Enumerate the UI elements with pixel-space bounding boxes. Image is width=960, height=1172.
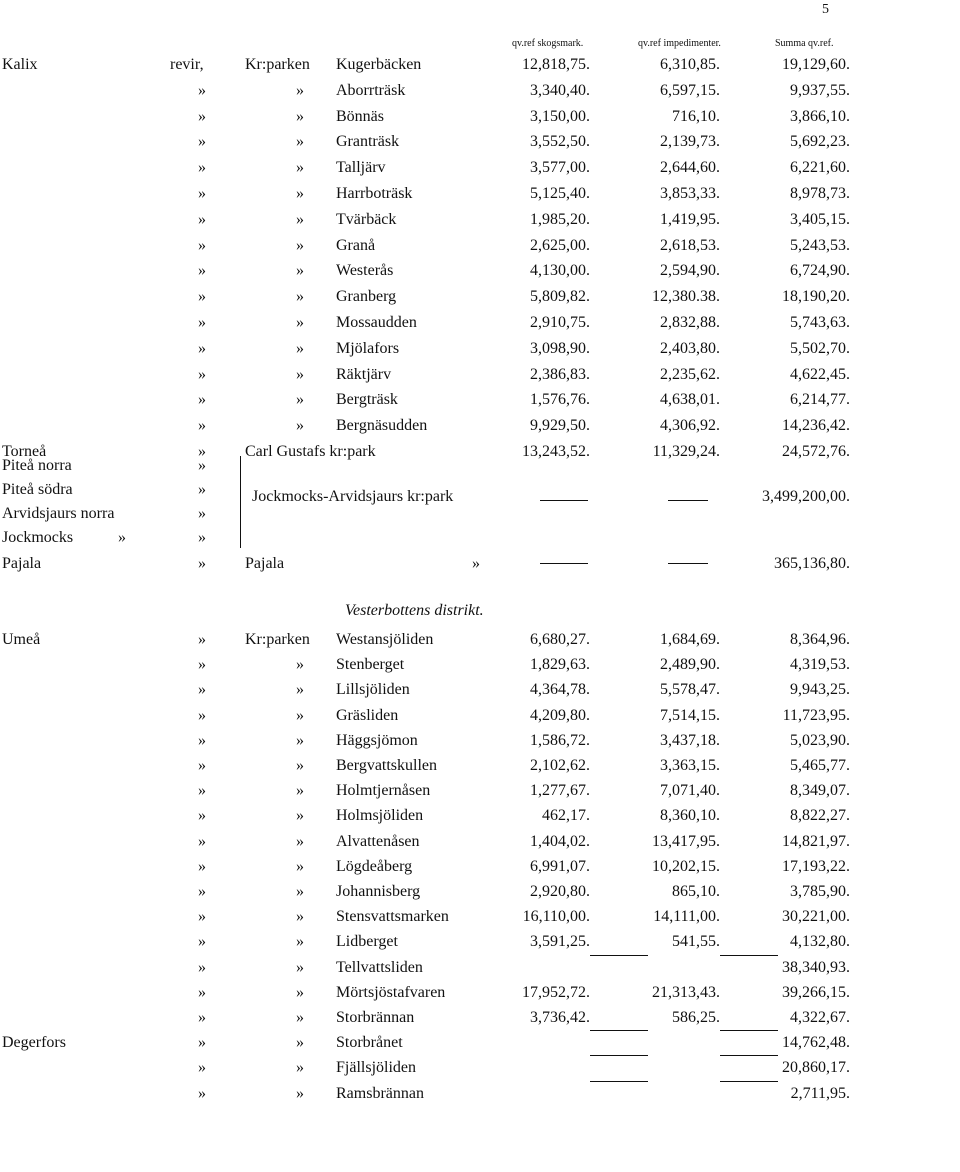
table-row <box>0 78 960 103</box>
ditto-mark: » <box>198 1009 206 1026</box>
sum-value: 8,364,96. <box>790 631 850 648</box>
park-name: Stensvattsmarken <box>336 908 449 926</box>
park-name: Gräsliden <box>336 706 399 724</box>
sum-value: 20,860,17. <box>782 1059 850 1077</box>
sum-value: 3,866,10. <box>790 107 850 125</box>
impediment-value: 2,489,90. <box>660 656 720 674</box>
impediment-value: 4,306,92. <box>660 417 720 435</box>
table-row <box>0 879 960 904</box>
dash-mark <box>590 1055 648 1056</box>
table-row <box>0 104 960 129</box>
ditto-mark: » <box>296 1034 304 1052</box>
impediment-value: 541,55. <box>672 933 720 951</box>
header-summa: Summa qv.ref. <box>775 38 834 49</box>
table-row <box>0 336 960 361</box>
skogsmark-value: 5,809,82. <box>530 288 590 306</box>
ditto-mark: » <box>296 782 304 800</box>
ditto-mark: » <box>296 706 304 724</box>
ditto-mark: » <box>198 681 206 699</box>
ditto-mark: » <box>198 107 206 125</box>
ditto-mark: » <box>198 236 206 254</box>
sum-value: 6,724,90. <box>790 262 850 280</box>
skogsmark-value: 2,910,75. <box>530 314 590 331</box>
table-row <box>0 284 960 309</box>
ditto-mark: » <box>296 983 304 1001</box>
district-name: Degerfors <box>2 1034 66 1052</box>
park-name: Holmsjöliden <box>336 807 424 825</box>
sum-value: 5,243,53. <box>790 236 850 254</box>
table-row <box>0 310 960 335</box>
skogsmark-value: 13,243,52. <box>522 443 590 460</box>
ditto-mark: » <box>198 933 206 951</box>
ditto-mark: » <box>198 782 206 800</box>
ditto-mark: » <box>296 288 304 306</box>
skogsmark-value: 17,952,72. <box>522 983 590 1001</box>
table-row <box>0 829 960 854</box>
ditto-mark: » <box>296 832 304 850</box>
district-row <box>0 525 960 550</box>
park-name: Tellvattsliden <box>336 958 423 976</box>
table-row <box>0 233 960 258</box>
park-name: Westansjöliden <box>336 631 434 648</box>
district-name: Pajala <box>2 555 42 572</box>
table-row <box>0 980 960 1005</box>
park-type: Kr:parken <box>245 56 310 73</box>
park-name: Lidberget <box>336 933 398 951</box>
dash-imp <box>668 500 708 501</box>
impediment-value: 8,360,10. <box>660 807 720 825</box>
ditto-mark: » <box>198 731 206 749</box>
sum-value: 5,692,23. <box>790 133 850 151</box>
impediment-value: 3,853,33. <box>660 185 720 202</box>
sum-value: 8,978,73. <box>790 185 850 202</box>
park-name: Tvärbäck <box>336 210 397 228</box>
impediment-value: 865,10. <box>672 883 720 900</box>
ditto-mark: » <box>198 631 206 648</box>
merged-park-name: Jockmocks-Arvidsjaurs kr:park <box>252 488 454 505</box>
ditto-mark: » <box>198 857 206 875</box>
table-row <box>0 52 960 77</box>
sum-value: 6,214,77. <box>790 391 850 409</box>
ditto-mark: » <box>198 1034 206 1052</box>
park-name: Talljärv <box>336 159 386 177</box>
ditto-mark: » <box>198 832 206 850</box>
sum-value: 8,822,27. <box>790 807 850 825</box>
skogsmark-value: 462,17. <box>542 807 590 825</box>
table-row <box>0 129 960 154</box>
ditto-mark: » <box>198 883 206 900</box>
park-name: Granberg <box>336 288 397 306</box>
district-name: Torneå <box>2 443 47 460</box>
skogsmark-value: 5,125,40. <box>530 185 590 202</box>
dash-skog <box>540 563 588 564</box>
impediment-value: 7,071,40. <box>660 782 720 800</box>
ditto-mark: » <box>296 159 304 177</box>
park-name: Aborrträsk <box>336 81 406 99</box>
ditto-mark: » <box>198 908 206 926</box>
ditto-mark: » <box>198 807 206 825</box>
ditto-mark: » <box>296 81 304 99</box>
park-name: Ramsbrännan <box>336 1084 424 1102</box>
impediment-value: 10,202,15. <box>652 857 720 875</box>
ditto-mark: » <box>296 731 304 749</box>
table-row <box>0 627 960 652</box>
park-name: Westerås <box>336 262 394 280</box>
impediment-value: 6,597,15. <box>660 81 720 99</box>
table-row <box>0 753 960 778</box>
table-row <box>0 258 960 283</box>
impediment-value: 7,514,15. <box>660 706 720 724</box>
ditto-mark: » <box>296 133 304 151</box>
skogsmark-value: 1,586,72. <box>530 731 590 749</box>
sum-value: 14,236,42. <box>782 417 850 435</box>
table-row <box>0 387 960 412</box>
sum-value: 9,937,55. <box>790 81 850 99</box>
sum-value: 4,132,80. <box>790 933 850 951</box>
ditto-mark: » <box>198 656 206 674</box>
merged-sum: 3,499,200,00. <box>762 488 850 505</box>
ditto-mark: » <box>296 1009 304 1026</box>
impediment-value: 2,139,73. <box>660 133 720 151</box>
ditto-mark: » <box>198 314 206 331</box>
ditto-mark: » <box>296 339 304 357</box>
ditto-mark: » <box>198 757 206 774</box>
skogsmark-value: 2,625,00. <box>530 236 590 254</box>
park-name: Mörtsjöstafvaren <box>336 983 446 1001</box>
ditto-mark: » <box>296 185 304 202</box>
park-name: Fjällsjöliden <box>336 1059 416 1077</box>
dash-mark <box>590 955 648 956</box>
sum-value: 19,129,60. <box>782 56 850 73</box>
table-row <box>0 413 960 438</box>
park-name: Lögdeåberg <box>336 857 413 875</box>
skogsmark-value: 2,386,83. <box>530 365 590 383</box>
ditto-mark: » <box>296 681 304 699</box>
skogsmark-value: 1,985,20. <box>530 210 590 228</box>
dash-mark <box>590 1030 648 1031</box>
district-name: Piteå norra <box>2 457 72 474</box>
park-name: Pajala <box>245 555 285 572</box>
revir-label: revir, <box>170 56 204 73</box>
ditto-mark: » <box>198 210 206 228</box>
ditto-mark: » <box>198 505 206 522</box>
park-type: Kr:parken <box>245 631 310 648</box>
ditto-mark: » <box>198 417 206 435</box>
ditto-mark: » <box>198 391 206 409</box>
dash-imp <box>668 563 708 564</box>
ditto-mark: » <box>296 314 304 331</box>
ditto-mark: » <box>198 339 206 357</box>
table-row <box>0 1005 960 1030</box>
skogsmark-value: 4,209,80. <box>530 706 590 724</box>
sum-value: 4,319,53. <box>790 656 850 674</box>
sum-value: 6,221,60. <box>790 159 850 177</box>
ditto-mark: » <box>198 365 206 383</box>
table-row <box>0 1030 960 1055</box>
ditto-mark: » <box>296 107 304 125</box>
ditto-mark: » <box>296 883 304 900</box>
sum-value: 3,785,90. <box>790 883 850 900</box>
skogsmark-value: 2,102,62. <box>530 757 590 774</box>
table-row <box>0 728 960 753</box>
district-name: Arvidsjaurs norra <box>2 505 115 522</box>
skogsmark-value: 1,829,63. <box>530 656 590 674</box>
table-row <box>0 207 960 232</box>
skogsmark-value: 9,929,50. <box>530 417 590 435</box>
table-row <box>0 362 960 387</box>
ditto-mark: » <box>296 391 304 409</box>
ditto-mark: » <box>198 1059 206 1077</box>
skogsmark-value: 3,591,25. <box>530 933 590 951</box>
impediment-value: 2,594,90. <box>660 262 720 280</box>
ditto-mark: » <box>296 417 304 435</box>
skogsmark-value: 3,577,00. <box>530 159 590 177</box>
ditto-mark: » <box>198 983 206 1001</box>
impediment-value: 586,25. <box>672 1009 720 1026</box>
skogsmark-value: 3,098,90. <box>530 339 590 357</box>
sum-value: 365,136,80. <box>774 555 850 572</box>
impediment-value: 13,417,95. <box>652 832 720 850</box>
skogsmark-value: 1,277,67. <box>530 782 590 800</box>
skogsmark-value: 2,920,80. <box>530 883 590 900</box>
ditto-mark: » <box>296 262 304 280</box>
skogsmark-value: 1,404,02. <box>530 832 590 850</box>
ditto-mark: » <box>296 933 304 951</box>
impediment-value: 21,313,43. <box>652 983 720 1001</box>
sum-value: 11,723,95. <box>782 706 850 724</box>
sum-value: 24,572,76. <box>782 443 850 460</box>
park-name: Häggsjömon <box>336 731 418 749</box>
ditto-mark: » <box>118 529 126 546</box>
park-name: Lillsjöliden <box>336 681 410 699</box>
ditto-mark: » <box>296 857 304 875</box>
ditto-mark: » <box>296 656 304 674</box>
ditto-mark: » <box>296 908 304 926</box>
table-row <box>0 181 960 206</box>
ditto-mark: » <box>198 81 206 99</box>
table-row <box>0 155 960 180</box>
ditto-mark: » <box>296 1084 304 1102</box>
table-row <box>0 703 960 728</box>
page-number: 5 <box>822 2 829 17</box>
ditto-mark: » <box>296 757 304 774</box>
table-row <box>0 854 960 879</box>
park-name: Bergnäsudden <box>336 417 428 435</box>
skogsmark-value: 6,680,27. <box>530 631 590 648</box>
park-name: Harrboträsk <box>336 185 413 202</box>
impediment-value: 3,437,18. <box>660 731 720 749</box>
park-name: Bergträsk <box>336 391 398 409</box>
table-row <box>0 929 960 954</box>
header-impedimenter: qv.ref impedimenter. <box>638 38 721 49</box>
park-name: Johannisberg <box>336 883 421 900</box>
impediment-value: 1,684,69. <box>660 631 720 648</box>
table-row <box>0 1081 960 1106</box>
ditto-mark: » <box>296 1059 304 1077</box>
ditto-mark: » <box>296 236 304 254</box>
impediment-value: 716,10. <box>672 107 720 125</box>
park-name: Mjölafors <box>336 339 400 357</box>
sum-value: 8,349,07. <box>790 782 850 800</box>
impediment-value: 1,419,95. <box>660 210 720 228</box>
park-name: Granträsk <box>336 133 400 151</box>
skogsmark-value: 1,576,76. <box>530 391 590 409</box>
ditto-mark: » <box>198 958 206 976</box>
section-title: Vesterbottens distrikt. <box>345 602 484 619</box>
ditto-mark: » <box>296 807 304 825</box>
dash-mark <box>590 1081 648 1082</box>
sum-value: 14,762,48. <box>782 1034 850 1052</box>
sum-value: 5,465,77. <box>790 757 850 774</box>
sum-value: 2,711,95. <box>790 1084 850 1102</box>
skogsmark-value: 3,340,40. <box>530 81 590 99</box>
ditto-mark: » <box>296 210 304 228</box>
skogsmark-value: 3,552,50. <box>530 133 590 151</box>
impediment-value: 2,644,60. <box>660 159 720 177</box>
sum-value: 30,221,00. <box>782 908 850 926</box>
table-row <box>0 778 960 803</box>
ditto-mark: » <box>296 958 304 976</box>
table-row <box>0 677 960 702</box>
ditto-mark: » <box>198 457 206 474</box>
sum-value: 38,340,93. <box>782 958 850 976</box>
ditto-mark: » <box>198 555 206 572</box>
sum-value: 18,190,20. <box>782 288 850 306</box>
district-name: Jockmocks <box>2 529 74 546</box>
district-row <box>0 453 960 478</box>
table-row <box>0 955 960 980</box>
table-row <box>0 904 960 929</box>
table-row <box>0 652 960 677</box>
sum-value: 39,266,15. <box>782 983 850 1001</box>
sum-value: 4,322,67. <box>790 1009 850 1026</box>
park-name: Kugerbäcken <box>336 56 422 73</box>
district-name: Kalix <box>2 56 38 73</box>
ditto-mark: » <box>198 529 206 546</box>
sum-value: 4,622,45. <box>790 365 850 383</box>
ditto-mark: » <box>472 555 480 572</box>
sum-value: 3,405,15. <box>790 210 850 228</box>
skogsmark-value: 16,110,00. <box>522 908 590 926</box>
district-name: Piteå södra <box>2 481 73 498</box>
sum-value: 9,943,25. <box>790 681 850 699</box>
skogsmark-value: 4,364,78. <box>530 681 590 699</box>
ditto-mark: » <box>198 1084 206 1102</box>
ditto-mark: » <box>198 133 206 151</box>
dash-skog <box>540 500 588 501</box>
ditto-mark: » <box>198 159 206 177</box>
ditto-mark: » <box>296 365 304 383</box>
park-name: Alvattenåsen <box>336 832 420 850</box>
table-row <box>0 1055 960 1080</box>
sum-value: 17,193,22. <box>782 857 850 875</box>
park-name: Bönnäs <box>336 107 384 125</box>
sum-value: 14,821,97. <box>782 832 850 850</box>
impediment-value: 3,363,15. <box>660 757 720 774</box>
ditto-mark: » <box>198 443 206 460</box>
district-name: Umeå <box>2 631 41 648</box>
park-name: Storbrånet <box>336 1034 403 1052</box>
park-name: Storbrännan <box>336 1009 415 1026</box>
impediment-value: 11,329,24. <box>652 443 720 460</box>
park-name: Stenberget <box>336 656 405 674</box>
impediment-value: 6,310,85. <box>660 56 720 73</box>
impediment-value: 4,638,01. <box>660 391 720 409</box>
sum-value: 5,502,70. <box>790 339 850 357</box>
pajala-row <box>0 551 960 576</box>
group-brace <box>240 456 247 548</box>
ditto-mark: » <box>198 288 206 306</box>
impediment-value: 2,403,80. <box>660 339 720 357</box>
skogsmark-value: 3,736,42. <box>530 1009 590 1026</box>
ditto-mark: » <box>198 706 206 724</box>
park-name: Bergvattskullen <box>336 757 438 774</box>
impediment-value: 2,618,53. <box>660 236 720 254</box>
ditto-mark: » <box>198 262 206 280</box>
header-skogsmark: qv.ref skogsmark. <box>512 38 584 49</box>
park-name: Räktjärv <box>336 365 392 383</box>
sum-value: 5,743,63. <box>790 314 850 331</box>
impediment-value: 5,578,47. <box>660 681 720 699</box>
impediment-value: 14,111,00. <box>653 908 720 926</box>
park-type: Carl Gustafs kr:park <box>245 443 376 460</box>
table-row <box>0 803 960 828</box>
park-name: Mossaudden <box>336 314 417 331</box>
ditto-mark: » <box>198 185 206 202</box>
park-name: Granå <box>336 236 376 254</box>
impediment-value: 12,380.38. <box>652 288 720 306</box>
ditto-mark: » <box>198 481 206 498</box>
skogsmark-value: 12,818,75. <box>522 56 590 73</box>
impediment-value: 2,832,88. <box>660 314 720 331</box>
skogsmark-value: 4,130,00. <box>530 262 590 280</box>
skogsmark-value: 3,150,00. <box>530 107 590 125</box>
sum-value: 5,023,90. <box>790 731 850 749</box>
skogsmark-value: 6,991,07. <box>530 857 590 875</box>
park-name: Holmtjernåsen <box>336 782 431 800</box>
impediment-value: 2,235,62. <box>660 365 720 383</box>
